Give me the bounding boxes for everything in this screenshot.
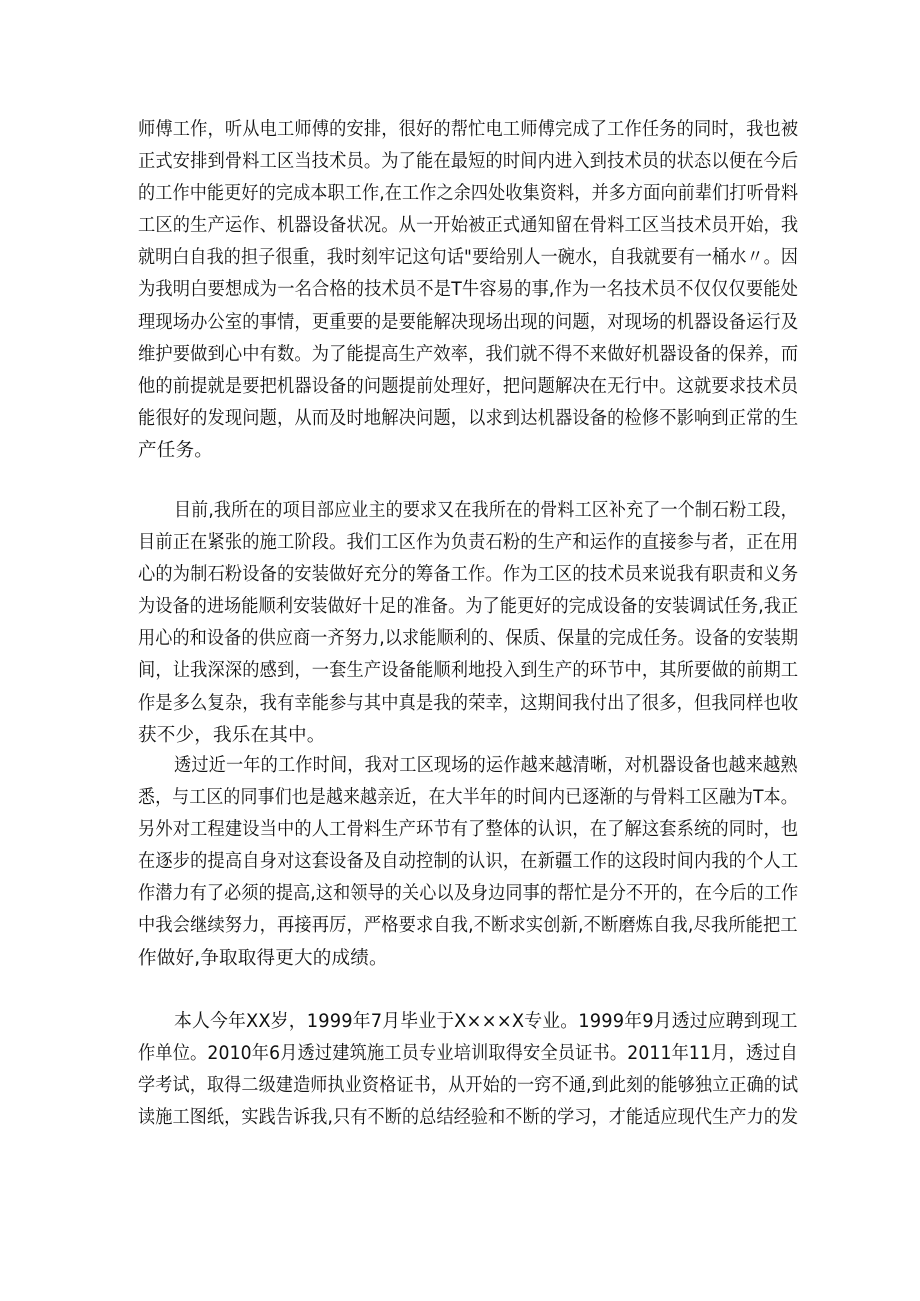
paragraph-line: 作做好,争取取得更大的成绩。 (138, 947, 388, 969)
paragraph-year-summary (138, 750, 798, 975)
paragraph-line: 本人今年XX岁，1999年7月毕业于X×××X专业。1999年9月透过应聘到现工 (174, 1011, 798, 1032)
paragraph-line: 读施工图纸，实践告诉我,只有不断的总结经验和不断的学习，才能适应现代生产力的发 (138, 1107, 799, 1129)
paragraph-work-experience (138, 114, 798, 467)
paragraph-line: 能很好的发现问题，从而及时地解决问题，以求到达机器设备的检修不影响到正常的生 (138, 407, 799, 429)
paragraph-line: 悉，与工区的同事们也是越来越亲近，在大半年的时间内已逐渐的与骨料工区融为T本。 (138, 787, 798, 809)
paragraph-line: 为我明白要想成为一名合格的技术员不是T牛容易的事,作为一名技术员不仅仅仅要能处 (138, 279, 799, 301)
paragraph-line: 作是多么复杂，我有幸能参与其中真是我的荣幸，这期间我付出了很多，但我同样也收 (138, 692, 799, 714)
paragraph-line: 作潜力有了必须的提高,这和领导的关心以及身边同事的帮忙是分不开的，在今后的工作 (138, 883, 799, 905)
paragraph-line: 理现场办公室的事情，更重要的是要能解决现场出现的问题，对现场的机器设备运行及 (138, 311, 799, 333)
paragraph-line: 目前,我所在的项目部应业主的要求又在我所在的骨料工区补充了一个制石粉工段， (174, 500, 798, 521)
paragraph-line: 中我会继续努力，再接再厉，严格要求自我,不断求实创新,不断磨炼自我,尽我所能把工 (138, 915, 798, 937)
paragraph-personal-background (138, 1006, 798, 1134)
paragraph-line: 他的前提就是要把机器设备的问题提前处理好，把问题解决在无行中。这就要求技术员 (138, 375, 799, 397)
paragraph-line: 维护要做到心中有数。为了能提高生产效率，我们就不得不来做好机器设备的保养，而 (138, 343, 799, 365)
paragraph-line: 作单位。2010年6月透过建筑施工员专业培训取得安全员证书。2011年11月，透过自 (138, 1043, 798, 1065)
paragraph-line: 在逐步的提高自身对这套设备及自动控制的认识，在新疆工作的这段时间内我的个人工 (138, 851, 799, 873)
paragraph-line: 间，让我深深的感到，一套生产设备能顺利地投入到生产的环节中，其所要做的前期工 (138, 660, 799, 682)
paragraph-line: 产任务。 (138, 439, 213, 461)
paragraph-line: 学考试，取得二级建造师执业资格证书，从开始的一窍不通,到此刻的能够独立正确的试 (138, 1075, 799, 1097)
paragraph-line: 目前正在紧张的施工阶段。我们工区作为负责石粉的生产和运作的直接参与者，正在用 (138, 532, 799, 554)
paragraph-line: 师傅工作，听从电工师傅的安排，很好的帮忙电工师傅完成了工作任务的同时，我也被 (138, 119, 799, 140)
paragraph-line: 工区的生产运作、机器设备状况。从一开始被正式通知留在骨料工区当技术员开始，我 (138, 215, 799, 237)
paragraph-line: 获不少，我乐在其中。 (138, 724, 326, 746)
paragraph-line: 就明白自我的担子很重，我时刻牢记这句话"要给别人一碗水，自我就要有一桶水〃。因 (138, 247, 798, 269)
paragraph-line: 为设备的进场能顺利安装做好十足的准备。为了能更好的完成设备的安装调试任务,我正 (138, 596, 799, 618)
paragraph-line: 心的为制石粉设备的安装做好充分的筹备工作。作为工区的技术员来说我有职责和义务 (138, 564, 799, 586)
paragraph-line: 用心的和设备的供应商一齐努力,以求能顺利的、保质、保量的完成任务。设备的安装期 (138, 628, 799, 650)
paragraph-line: 另外对工程建设当中的人工骨料生产环节有了整体的认识，在了解这套系统的同时，也 (138, 819, 799, 841)
paragraph-line: 透过近一年的工作时间，我对工区现场的运作越来越清晰，对机器设备也越来越熟 (174, 755, 798, 776)
paragraph-line: 正式安排到骨料工区当技术员。为了能在最短的时间内进入到技术员的状态以便在今后 (138, 151, 799, 173)
paragraph-stone-powder-section (138, 495, 798, 752)
paragraph-line: 的工作中能更好的完成本职工作,在工作之余四处收集资料，并多方面向前辈们打听骨料 (138, 183, 799, 205)
